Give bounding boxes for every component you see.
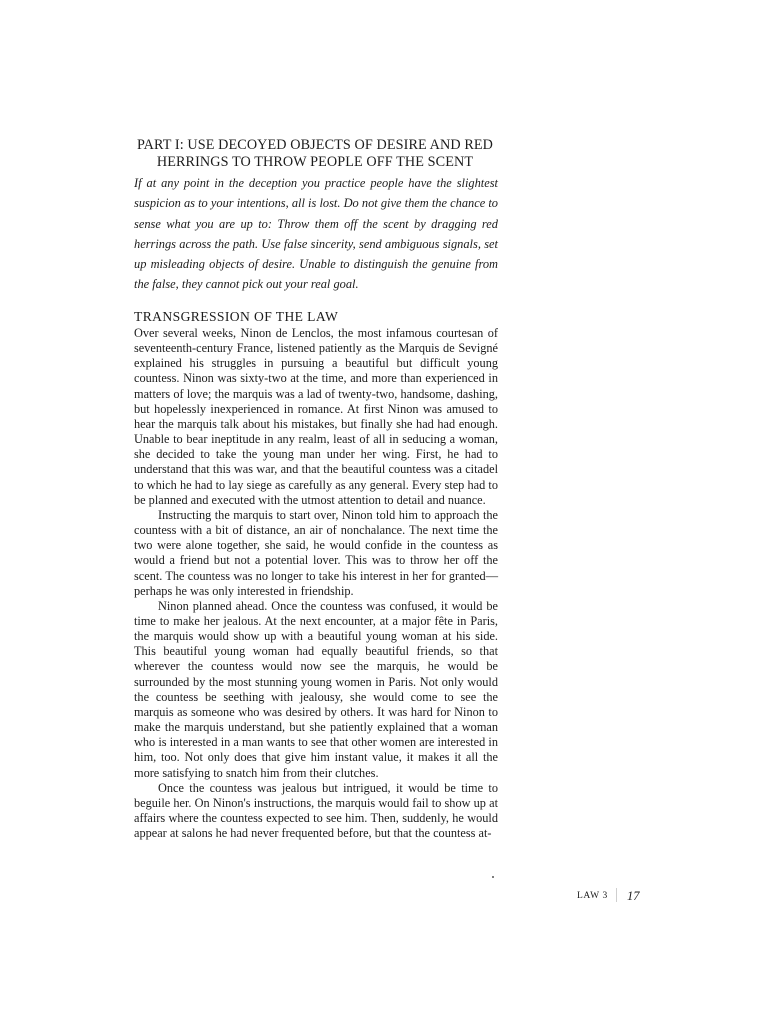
- paragraph: Ninon planned ahead. Once the countess was confused, it would be time to make her jealous. At the next encounter, at a major fête in Paris, the marquis would show up with a beautiful young woman at his side. This beautiful young woman had equally beautiful friends, so that wherever the countess would now see the marquis, he would be surrounded by the most stunning young women in Paris. Not only would the countess be seething with jealousy, she would come to see the marquis as someone who was desired by others. It was hard for Ninon to make the marquis understand, but she patiently explained that a woman who is interested in a man wants to see that other women are interested in him, too. Not only does that give him instant value, it makes it all the more satisfying to snatch him from their clutches.: [134, 598, 498, 780]
- page-number: 17: [627, 889, 640, 903]
- part-heading: [130, 137, 500, 171]
- paragraph: Instructing the marquis to start over, Ninon told him to approach the countess with a bit of distance, an air of nonchalance. The next time the two were alone together, she said, he would confide in the countess as would a friend but not a potential lover. This was to throw her off the scent. The countess was no longer to take his interest in her for granted—perhaps he was only interested in friendship.: [134, 507, 498, 598]
- running-head: LAW 3: [577, 891, 608, 901]
- paragraph: Once the countess was jealous but intrigued, it would be time to beguile her. On Ninon's instructions, the marquis would fail to show up at affairs where the countess expected to see him. Then, suddenly, he would appear at salons he had never frequented before, but that the countess at-: [134, 780, 498, 841]
- body-text: [134, 326, 498, 841]
- paragraph: Over several weeks, Ninon de Lenclos, the most infamous courtesan of seventeenth-century France, listened patiently as the Marquis de Sevigné explained his struggles in pursuing a beautiful but difficult young countess. Ninon was sixty-two at the time, and more than experienced in matters of love; the marquis was a lad of twenty-two, handsome, dashing, but hopelessly inexperienced in romance. At first Ninon was amused to hear the marquis talk about his mistakes, but finally she had had enough. Unable to bear ineptitude in any realm, least of all in seducing a woman, she decided to take the young man under her wing. First, he had to understand that this was war, and that the beautiful countess was a citadel to which he had to lay siege as carefully as any general. Every step had to be planned and executed with the utmost attention to detail and nuance.: [134, 326, 498, 507]
- part-heading-line-2: HERRINGS TO THROW PEOPLE OFF THE SCENT: [156, 154, 474, 170]
- part-heading-line-1: PART I: USE DECOYED OBJECTS OF DESIRE AND RED: [136, 137, 493, 153]
- intro-summary: If at any point in the deception you practice people have the slightest suspicion as to your intentions, all is lost. Do not give them the chance to sense what you are up to: Throw them off the scent by dragging red herrings across the path. Use false sincerity, send ambiguous signals, set up misleading objects of desire. Unable to distinguish the genuine from the false, they cannot pick out your real goal.: [134, 176, 498, 292]
- section-heading: TRANSGRESSION OF THE LAW: [134, 309, 339, 324]
- footer-divider: [616, 888, 617, 902]
- scan-speck: [492, 876, 494, 878]
